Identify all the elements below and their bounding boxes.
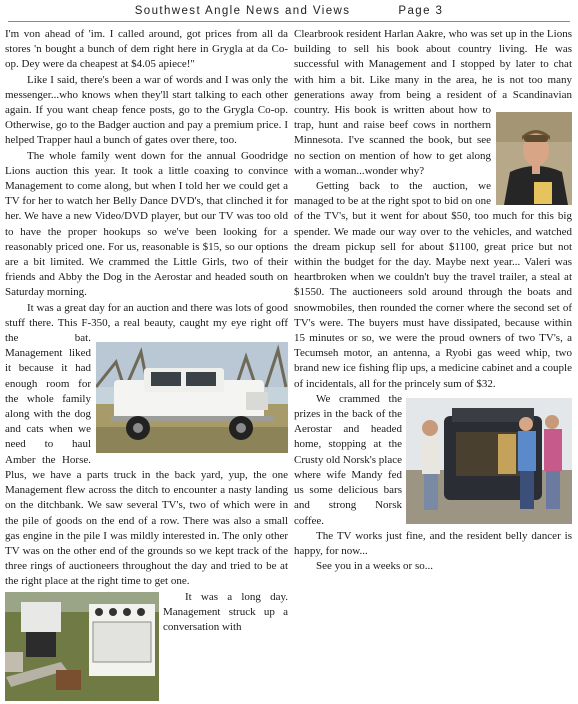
left-paragraph-1: I'm von ahead of 'im. I called around, got prices from all da stores 'n bought a bunch of dem right here in Grygla at da Co-op. Dey were da cheapest at $4.05 apiece!" bbox=[5, 28, 288, 71]
pickup-truck-photo bbox=[96, 342, 288, 453]
right-paragraph-4: The TV works just fine, and the resident belly dancer is happy, for now... bbox=[294, 529, 572, 557]
right-paragraph-1: Clearbrook resident Harlan Aakre, who was set up in the Lions building to sell his book about country living. He was successful with Management and I stopped by later to chat with him a bit. Like many in the area, he is not too many generations away from being a resident of a Scandinavian country. His book is written about how to trap, hunt and raise beef cows in northern Minnesota. I've scanned the book, but see no section on mention of how to get along with a woman...wonder why? bbox=[294, 28, 572, 177]
left-paragraph-2: Like I said, there's been a war of words and I was only the messenger...who knows when they'll start talking to each other again. If you want cheap fence posts, go to the Grygla Co-op. Otherwise, go to the Badger auction and pay a premium price. I helped Trapper haul a bunch of gates over there, too. bbox=[5, 73, 288, 147]
left-paragraph-4: It was a great day for an auction and there was lots of good stuff there. This F-350, a real beauty, caught my eye right off the bat. Management liked it because it had enough room for the whole family along with the dog and cats when we need to haul Amber the Horse. Plus, we have a parts truck in the back yard, yup, the one Management flew across the ditch to encounter a nasty landing on the ditchbank. We saw several TV's, two of which were in the pile of goods on the end of a row. There was also a small gas engine in the pile I was mildly interested in. The only other TV was on the other end of the grounds so we kept track of the three rings of auctioneers throughout the day and tried to be at the right place at the right time to get one. bbox=[5, 301, 288, 588]
header-divider bbox=[8, 21, 570, 22]
family-van-photo bbox=[406, 398, 572, 524]
right-paragraph-3: We crammed the prizes in the back of the Aerostar and headed home, stopping at the Crusty old Norsk's place where wife Mandy fed us some delicious bars and strong Norsk coffee. bbox=[294, 392, 402, 527]
auction-goods-photo bbox=[5, 592, 159, 701]
right-column bbox=[294, 27, 572, 704]
page-number: Page 3 bbox=[398, 5, 444, 17]
author-portrait-photo bbox=[496, 112, 572, 205]
left-paragraph-5: It was a long day. Management struck up a conversation with bbox=[163, 590, 288, 633]
newsletter-title: Southwest Angle News and Views bbox=[134, 5, 351, 17]
right-paragraph-2: Getting back to the auction, we managed to be at the right spot to bid on one of the TV's, but it went for about $50, too much for this big spender. We made our way over to the vehicles, and watched the dream pickup sell for about $1100, great price but not within the budget for the day. Maybe next year... Valeri was heartbroken when we couldn't buy the travel trailer, a steal at $1550. The auctioneers sold around through the boats and snowmobiles, then rounded the corner where the second set of TV's were. The buyers must have dissipated, because within 15 minutes or so, we were the proud owners of two TV's, a Tecumseh motor, an antenna, a Ryobi gas weed whip, two brand new ice fishing flip ups, a medicine cabinet and a couple of incidentals, all for the princely sum of $32. bbox=[294, 180, 572, 390]
right-paragraph-5: See you in a weeks or so... bbox=[316, 560, 434, 573]
page-header bbox=[0, 0, 578, 22]
left-paragraph-3: The whole family went down for the annual Goodridge Lions auction this year. It took a little coaxing to convince Management to come along, but when I told her we could get a TV for her to watch her Belly Dance DVD's, that clinched it for her. We have a new Video/DVD player, but our TV was too old to have the proper hookups so we've been looking for a reasonably priced one. For us, reasonable is $15, so our options are a bit limited. We crammed the Little Girls, two of their friends and Abby the Dog in the Aerostar and headed south on Saturday morning. bbox=[5, 149, 288, 299]
left-column bbox=[5, 27, 288, 704]
